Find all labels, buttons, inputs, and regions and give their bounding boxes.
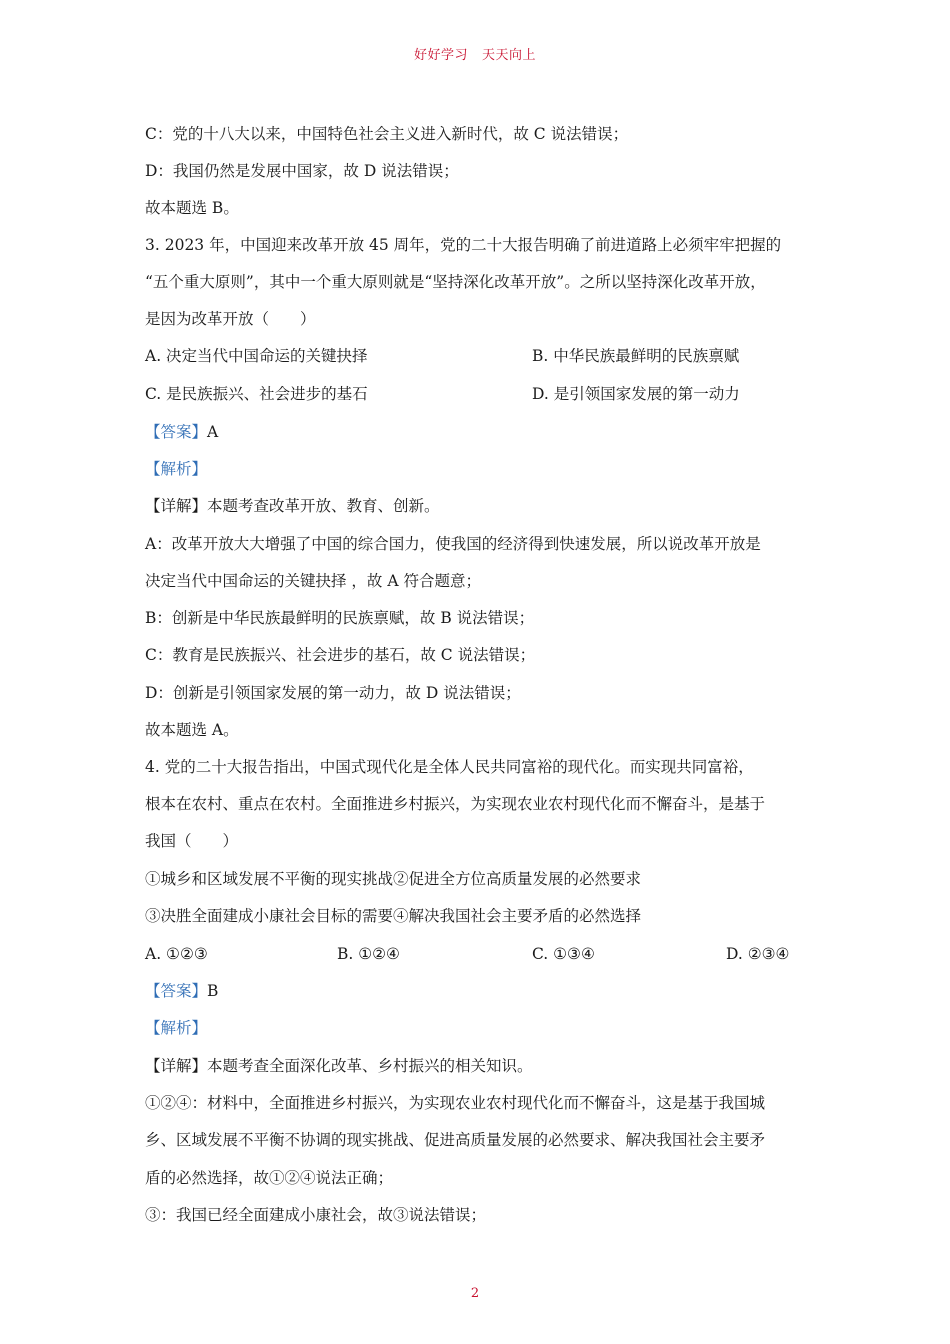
q3-answer-tag: 【答案】 xyxy=(145,423,208,441)
q4-answer-tag: 【答案】 xyxy=(145,982,208,1000)
q3-detail-tag: 【详解】 xyxy=(145,497,208,515)
q3-explanation-line-5: D：创新是引领国家发展的第一动力，故 D 说法错误； xyxy=(145,684,521,702)
q4-stem-line-1: 4. 党的二十大报告指出，中国式现代化是全体人民共同富裕的现代化。而实现共同富裕， xyxy=(145,758,754,776)
q3-conclusion: 故本题选 A。 xyxy=(145,721,239,739)
q3-detail-intro: 本题考查改革开放、教育、创新。 xyxy=(207,497,440,515)
q4-explanation-line-4: ③：我国已经全面建成小康社会，故③说法错误； xyxy=(145,1206,487,1224)
q4-detail-tag: 【详解】 xyxy=(145,1057,208,1075)
q3-stem-line-1: 3. 2023 年，中国迎来改革开放 45 周年，党的二十大报告明确了前进道路上必须牢牢把握的 xyxy=(145,236,782,254)
q3-option-b: B. 中华民族最鲜明的民族禀赋 xyxy=(532,347,740,365)
q4-option-b: B. ①②④ xyxy=(337,945,400,963)
q3-answer xyxy=(145,422,218,442)
q4-answer xyxy=(145,981,218,1001)
q3-stem-line-3: 是因为改革开放（ ） xyxy=(145,310,316,328)
q3-explanation-line-3: B：创新是中华民族最鲜明的民族禀赋，故 B 说法错误； xyxy=(145,609,535,627)
q4-explanation-line-2: 乡、区域发展不平衡不协调的现实挑战、促进高质量发展的必然要求、解决我国社会主要矛 xyxy=(145,1131,766,1149)
header-motto-right: 天天向上 xyxy=(482,48,537,63)
page-number: 2 xyxy=(470,1286,480,1301)
q4-explanation-line-1: ①②④：材料中，全面推进乡村振兴，为实现农业农村现代化而不懈奋斗，这是基于我国城 xyxy=(145,1094,766,1112)
q3-explanation-line-4: C：教育是民族振兴、社会进步的基石，故 C 说法错误； xyxy=(145,646,536,664)
q4-statements-line-1: ①城乡和区域发展不平衡的现实挑战②促进全方位高质量发展的必然要求 xyxy=(145,870,642,888)
q3-stem-line-2: “五个重大原则”，其中一个重大原则就是“坚持深化改革开放”。之所以坚持深化改革开放， xyxy=(145,273,766,291)
q4-option-a: A. ①②③ xyxy=(145,945,208,963)
q4-explanation-line-3: 盾的必然选择，故①②④说法正确； xyxy=(145,1169,394,1187)
prev-explanation-c: C：党的十八大以来，中国特色社会主义进入新时代，故 C 说法错误； xyxy=(145,125,629,143)
q4-answer-value: B xyxy=(207,982,219,1000)
q4-stem-line-3: 我国（ ） xyxy=(145,832,239,850)
q4-detail xyxy=(145,1056,533,1076)
q3-explanation-line-1: A：改革开放大大增强了中国的综合国力，使我国的经济得到快速发展，所以说改革开放是 xyxy=(145,535,761,553)
q3-detail xyxy=(145,496,440,516)
q3-analysis-tag: 【解析】 xyxy=(145,460,208,478)
q4-analysis-tag: 【解析】 xyxy=(145,1019,208,1037)
q3-option-a: A. 决定当代中国命运的关键抉择 xyxy=(145,347,368,365)
q3-option-c: C. 是民族振兴、社会进步的基石 xyxy=(145,385,368,403)
q4-option-c: C. ①③④ xyxy=(532,945,595,963)
q4-detail-intro: 本题考查全面深化改革、乡村振兴的相关知识。 xyxy=(207,1057,533,1075)
q3-explanation-line-2: 决定当代中国命运的关键抉择 ，故 A 符合题意； xyxy=(145,572,481,590)
q4-stem-line-2: 根本在农村、重点在农村。全面推进乡村振兴，为实现农业农村现代化而不懈奋斗，是基于 xyxy=(145,795,766,813)
prev-conclusion: 故本题选 B。 xyxy=(145,199,239,217)
page-header xyxy=(0,44,950,63)
q3-answer-value: A xyxy=(207,423,219,441)
q4-option-d: D. ②③④ xyxy=(726,945,790,963)
q4-statements-line-2: ③决胜全面建成小康社会目标的需要④解决我国社会主要矛盾的必然选择 xyxy=(145,907,642,925)
q3-option-d: D. 是引领国家发展的第一动力 xyxy=(532,385,740,403)
prev-explanation-d: D：我国仍然是发展中国家，故 D 说法错误； xyxy=(145,162,459,180)
header-motto-left: 好好学习 xyxy=(413,48,468,63)
